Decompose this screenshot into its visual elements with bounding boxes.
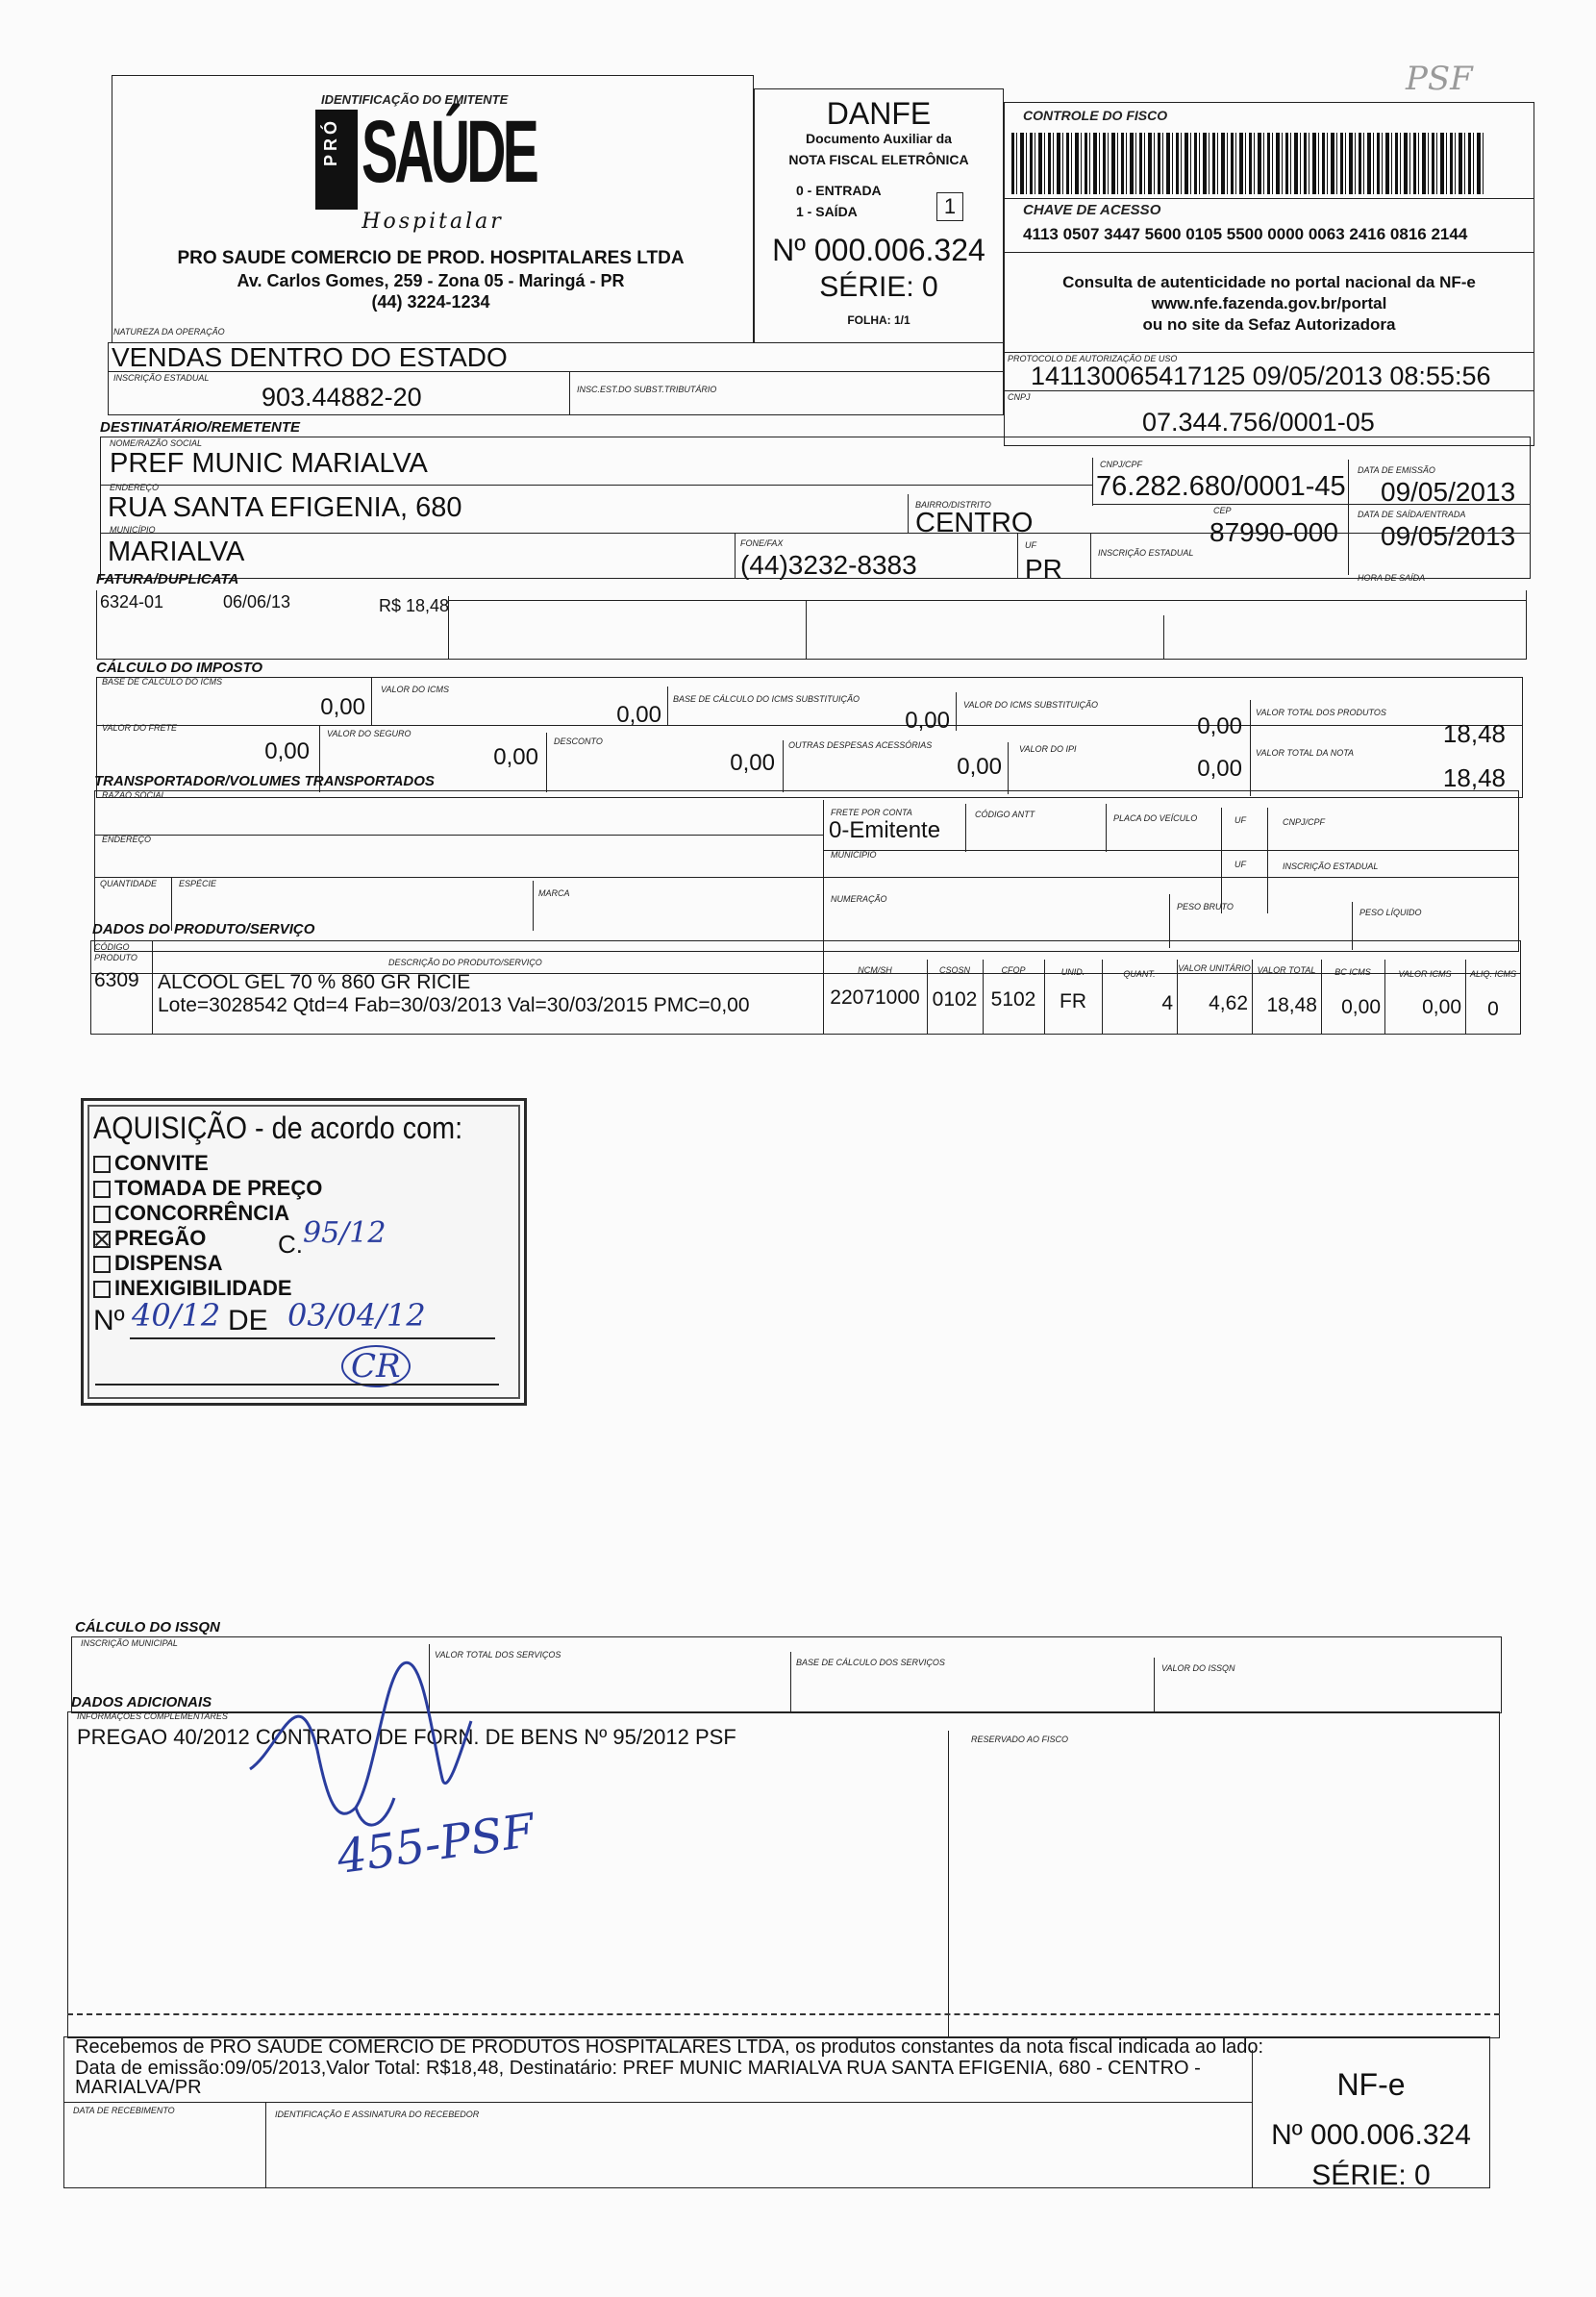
dest-fone-label: FONE/FAX — [740, 538, 784, 548]
transp-marca-label: MARCA — [538, 888, 570, 898]
danfe-serie: SÉRIE: 0 — [819, 271, 938, 303]
danfe-tipo: 1 — [936, 192, 963, 221]
canhoto-nfe: NF-e — [1336, 2067, 1406, 2102]
fatura-section: FATURA/DUPLICATA — [96, 571, 239, 587]
stamp-de-value: 03/04/12 — [287, 1297, 426, 1334]
prod-v-icms: 0,00 — [1422, 996, 1461, 1018]
prod-aliq: 0 — [1487, 998, 1499, 1020]
logo-main: SAÚDE — [362, 103, 536, 201]
logo-sub: Hospitalar — [362, 210, 504, 234]
stamp-de-label: DE — [228, 1305, 268, 1336]
barcode — [1011, 133, 1484, 194]
consulta-line3: ou no site da Sefaz Autorizadora — [1142, 315, 1396, 334]
total-prod-value: 18,48 — [1442, 719, 1506, 748]
dest-emissao-value: 09/05/2013 — [1381, 477, 1516, 507]
fatura-numero: 6324-01 — [100, 592, 164, 612]
danfe-subtitle1: Documento Auxiliar da — [806, 131, 952, 146]
dest-saida-label: DATA DE SAÍDA/ENTRADA — [1358, 510, 1466, 519]
emitente-label: IDENTIFICAÇÃO DO EMITENTE — [321, 92, 509, 107]
stamp-option-concorrencia: CONCORRÊNCIA — [93, 1201, 322, 1226]
danfe-numero: Nº 000.006.324 — [772, 233, 985, 267]
dest-emissao-label: DATA DE EMISSÃO — [1358, 465, 1435, 475]
consulta-line1: Consulta de autenticidade no portal nacional da NF-e — [1062, 273, 1476, 291]
prod-h-vtotal: VALOR TOTAL — [1257, 965, 1316, 975]
outras-value: 0,00 — [957, 754, 1002, 780]
transp-peso-bruto-label: PESO BRUTO — [1177, 902, 1234, 911]
prod-vtotal: 18,48 — [1266, 994, 1317, 1016]
transp-municipio-label: MUNICÍPIO — [831, 850, 877, 860]
prod-descricao: ALCOOL GEL 70 % 860 GR RICIE — [158, 971, 471, 993]
chave-label: CHAVE DE ACESSO — [1023, 202, 1161, 218]
dest-municipio-value: MARIALVA — [108, 537, 245, 567]
ipi-label: VALOR DO IPI — [1019, 744, 1077, 754]
emitente-phone: (44) 3224-1234 — [371, 292, 490, 312]
dest-bairro-label: BAIRRO/DISTRITO — [915, 500, 991, 510]
corner-note: PSF — [1406, 60, 1473, 98]
prod-csosn: 0102 — [932, 988, 978, 1011]
prod-h-aliq: ALIQ. ICMS — [1469, 969, 1516, 979]
checkbox-icon — [93, 1256, 111, 1273]
dest-endereco-value: RUA SANTA EFIGENIA, 680 — [108, 492, 462, 523]
reservado-label: RESERVADO AO FISCO — [971, 1735, 1069, 1744]
seguro-label: VALOR DO SEGURO — [327, 729, 411, 738]
natureza-value: VENDAS DENTRO DO ESTADO — [112, 342, 508, 372]
valor-icms-label: VALOR DO ICMS — [381, 685, 450, 694]
dest-cep-label: CEP — [1213, 506, 1232, 515]
canhoto-serie: SÉRIE: 0 — [1311, 2160, 1431, 2191]
dest-ie-label: INSCRIÇÃO ESTADUAL — [1098, 548, 1194, 558]
fisco-cnpj-value: 07.344.756/0001-05 — [1142, 408, 1375, 437]
valor-icms-value: 0,00 — [616, 702, 661, 728]
prod-h-codigo: CÓDIGO PRODUTO — [94, 942, 137, 962]
logo-top: PRÓ — [321, 117, 340, 167]
info-compl-value: PREGAO 40/2012 CONTRATO DE FORN. DE BENS Nº 95/2012 PSF — [77, 1725, 736, 1749]
stamp-c-label: C. — [278, 1230, 303, 1259]
fatura-valor: R$ 18,48 — [379, 596, 450, 615]
canhoto-data-label: DATA DE RECEBIMENTO — [73, 2106, 175, 2115]
prod-h-ncm: NCM/SH — [858, 965, 892, 975]
transp-frete-label: FRETE POR CONTA — [831, 808, 912, 817]
dest-uf-value: PR — [1025, 554, 1062, 584]
stamp-option-tomada: TOMADA DE PREÇO — [93, 1176, 322, 1201]
chave-acesso: 4113 0507 3447 5600 0105 5500 0000 0063 2416 0816 2144 — [1023, 225, 1468, 243]
dest-saida-value: 09/05/2013 — [1381, 521, 1516, 551]
dest-hora-label: HORA DE SAÍDA — [1358, 573, 1426, 583]
dest-uf-label: UF — [1025, 540, 1036, 550]
protocolo-label: PROTOCOLO DE AUTORIZAÇÃO DE USO — [1008, 354, 1178, 363]
checkbox-icon — [93, 1156, 111, 1173]
transp-frete-value: 0-Emitente — [829, 817, 941, 843]
dest-municipio-label: MUNICÍPIO — [110, 525, 156, 535]
prod-codigo: 6309 — [94, 969, 139, 991]
dest-endereco-label: ENDEREÇO — [110, 483, 160, 492]
canhoto-text1: Recebemos de PRO SAUDE COMERCIO DE PRODUTOS HOSPITALARES LTDA, os produtos constantes da nota fiscal indicada ao lado: — [75, 2036, 1264, 2058]
stamp-option-inexigibilidade: INEXIGIBILIDADE — [93, 1276, 322, 1301]
prod-h-bc-icms: BC ICMS — [1334, 967, 1371, 977]
fatura-vencimento: 06/06/13 — [223, 592, 291, 612]
transp-ie-label: INSCRIÇÃO ESTADUAL — [1283, 861, 1379, 871]
prod-quant: 4 — [1161, 992, 1173, 1014]
transp-uf2-label: UF — [1234, 860, 1246, 869]
seguro-value: 0,00 — [493, 744, 538, 770]
dest-bairro-value: CENTRO — [915, 508, 1034, 538]
outras-label: OUTRAS DESPESAS ACESSÓRIAS — [788, 740, 933, 750]
valor-st-label: VALOR DO ICMS SUBSTITUIÇÃO — [963, 700, 1099, 710]
handwritten-note: 455-PSF — [334, 1803, 538, 1885]
dest-fone-value: (44)3232-8383 — [740, 550, 917, 580]
produtos-section: DADOS DO PRODUTO/SERVIÇO — [92, 921, 315, 937]
stamp-option-convite: CONVITE — [93, 1151, 322, 1176]
frete-label: VALOR DO FRETE — [102, 723, 178, 733]
info-compl-label: INFORMAÇÕES COMPLEMENTARES — [77, 1711, 228, 1721]
prod-bc-icms: 0,00 — [1341, 996, 1381, 1018]
ipi-value: 0,00 — [1197, 756, 1242, 782]
company-logo — [315, 103, 550, 235]
stamp-n-value: 40/12 — [132, 1297, 221, 1334]
prod-unid: FR — [1060, 990, 1086, 1012]
dest-cnpj-label: CNPJ/CPF — [1100, 460, 1143, 469]
consulta-line2: www.nfe.fazenda.gov.br/portal — [1151, 294, 1387, 312]
stamp-option-dispensa: DISPENSA — [93, 1251, 322, 1276]
prod-h-csosn: CSOSN — [938, 965, 970, 975]
base-icms-value: 0,00 — [320, 694, 365, 720]
danfe-title: DANFE — [826, 96, 932, 131]
issqn-section: CÁLCULO DO ISSQN — [75, 1619, 220, 1635]
valor-st-value: 0,00 — [1197, 713, 1242, 739]
desconto-label: DESCONTO — [554, 737, 603, 746]
dest-cnpj-value: 76.282.680/0001-45 — [1096, 471, 1346, 502]
danfe-opt-entrada: 0 - ENTRADA — [796, 183, 882, 198]
prod-h-quant: QUANT. — [1123, 969, 1156, 979]
protocolo-value: 141130065417125 09/05/2013 08:55:56 — [1031, 362, 1491, 390]
checked-checkbox-icon — [93, 1231, 111, 1248]
fisco-cnpj-label: CNPJ — [1008, 392, 1031, 402]
total-nota-value: 18,48 — [1442, 763, 1506, 792]
issqn-valor-label: VALOR DO ISSQN — [1161, 1663, 1235, 1673]
transp-cnpj-label: CNPJ/CPF — [1283, 817, 1326, 827]
transp-quantidade-label: QUANTIDADE — [100, 879, 158, 888]
base-icms-label: BASE DE CÁLCULO DO ICMS — [102, 677, 223, 687]
total-nota-label: VALOR TOTAL DA NOTA — [1256, 748, 1355, 758]
transp-endereco-label: ENDEREÇO — [102, 835, 152, 844]
imposto-section: CÁLCULO DO IMPOSTO — [96, 660, 263, 676]
transp-peso-liquido-label: PESO LÍQUIDO — [1359, 908, 1422, 917]
stamp-initials: CR — [341, 1345, 411, 1387]
transp-uf-label: UF — [1234, 815, 1246, 825]
prod-ncm: 22071000 — [830, 986, 920, 1009]
emitente-company: PRO SAUDE COMERCIO DE PROD. HOSPITALARES LTDA — [177, 248, 685, 268]
adicionais-section: DADOS ADICIONAIS — [71, 1694, 212, 1710]
dest-nome-label: NOME/RAZÃO SOCIAL — [110, 438, 203, 448]
stamp-option-pregao: PREGÃO — [93, 1226, 322, 1251]
transporte-section: TRANSPORTADOR/VOLUMES TRANSPORTADOS — [94, 773, 435, 789]
prod-h-vunit: VALOR UNITÁRIO — [1178, 963, 1251, 973]
transp-antt-label: CÓDIGO ANTT — [975, 810, 1035, 819]
canhoto-text2: Data de emissão:09/05/2013,Valor Total: R$18,48, Destinatário: PREF MUNIC MARIALVA RUA SANTA EFIGENIA, 680 - CENTRO - — [75, 2058, 1201, 2079]
prod-vunit: 4,62 — [1209, 992, 1248, 1014]
canhoto-ident-label: IDENTIFICAÇÃO E ASSINATURA DO RECEBEDOR — [275, 2110, 480, 2119]
prod-cfop: 5102 — [990, 988, 1036, 1011]
danfe-folha: FOLHA: 1/1 — [847, 313, 910, 327]
prod-h-descricao: DESCRIÇÃO DO PRODUTO/SERVIÇO — [388, 958, 542, 967]
controle-label: CONTROLE DO FISCO — [1023, 108, 1168, 123]
danfe-opt-saida: 1 - SAÍDA — [796, 204, 858, 219]
stamp-title: AQUISIÇÃO - de acordo com: — [93, 1111, 463, 1145]
canhoto-text3: MARIALVA/PR — [75, 2077, 202, 2098]
ie-label: INSCRIÇÃO ESTADUAL — [113, 373, 210, 383]
issqn-base-label: BASE DE CÁLCULO DOS SERVIÇOS — [796, 1658, 945, 1667]
frete-value: 0,00 — [264, 738, 310, 764]
prod-h-cfop: CFOP — [1001, 965, 1026, 975]
natureza-label: NATUREZA DA OPERAÇÃO — [113, 327, 225, 337]
transp-numeracao-label: NUMERAÇÃO — [831, 894, 887, 904]
desconto-value: 0,00 — [730, 750, 775, 776]
checkbox-icon — [93, 1181, 111, 1198]
stamp-c-value: 95/12 — [303, 1216, 387, 1250]
dest-nome-value: PREF MUNIC MARIALVA — [110, 448, 428, 479]
checkbox-icon — [93, 1281, 111, 1298]
prod-h-v-icms: VALOR ICMS — [1398, 969, 1452, 979]
destinatario-section: DESTINATÁRIO/REMETENTE — [100, 419, 301, 436]
ie-value: 903.44882-20 — [262, 383, 422, 412]
dest-cep-value: 87990-000 — [1209, 517, 1338, 547]
checkbox-icon — [93, 1206, 111, 1223]
base-st-value: 0,00 — [905, 708, 950, 734]
cut-line — [67, 2013, 1500, 2015]
canhoto-numero: Nº 000.006.324 — [1271, 2119, 1471, 2151]
total-prod-label: VALOR TOTAL DOS PRODUTOS — [1256, 708, 1386, 717]
transp-especie-label: ESPÉCIE — [179, 879, 217, 888]
issqn-im-label: INSCRIÇÃO MUNICIPAL — [81, 1638, 178, 1648]
emitente-address: Av. Carlos Gomes, 259 - Zona 05 - Maringá - PR — [237, 271, 625, 290]
acquisition-stamp — [81, 1098, 527, 1406]
prod-h-unid: UNID. — [1060, 967, 1085, 977]
issqn-total-label: VALOR TOTAL DOS SERVIÇOS — [435, 1650, 561, 1660]
stamp-n-label: Nº — [93, 1305, 125, 1336]
transp-placa-label: PLACA DO VEÍCULO — [1113, 813, 1198, 823]
prod-lote: Lote=3028542 Qtd=4 Fab=30/03/2013 Val=30/03/2015 PMC=0,00 — [158, 994, 750, 1016]
transp-razao-label: RAZÃO SOCIAL — [102, 790, 166, 800]
danfe-subtitle2: NOTA FISCAL ELETRÔNICA — [788, 152, 969, 167]
ie-st-label: INSC.EST.DO SUBST.TRIBUTÁRIO — [577, 385, 717, 394]
base-st-label: BASE DE CÁLCULO DO ICMS SUBSTITUIÇÃO — [673, 694, 860, 704]
